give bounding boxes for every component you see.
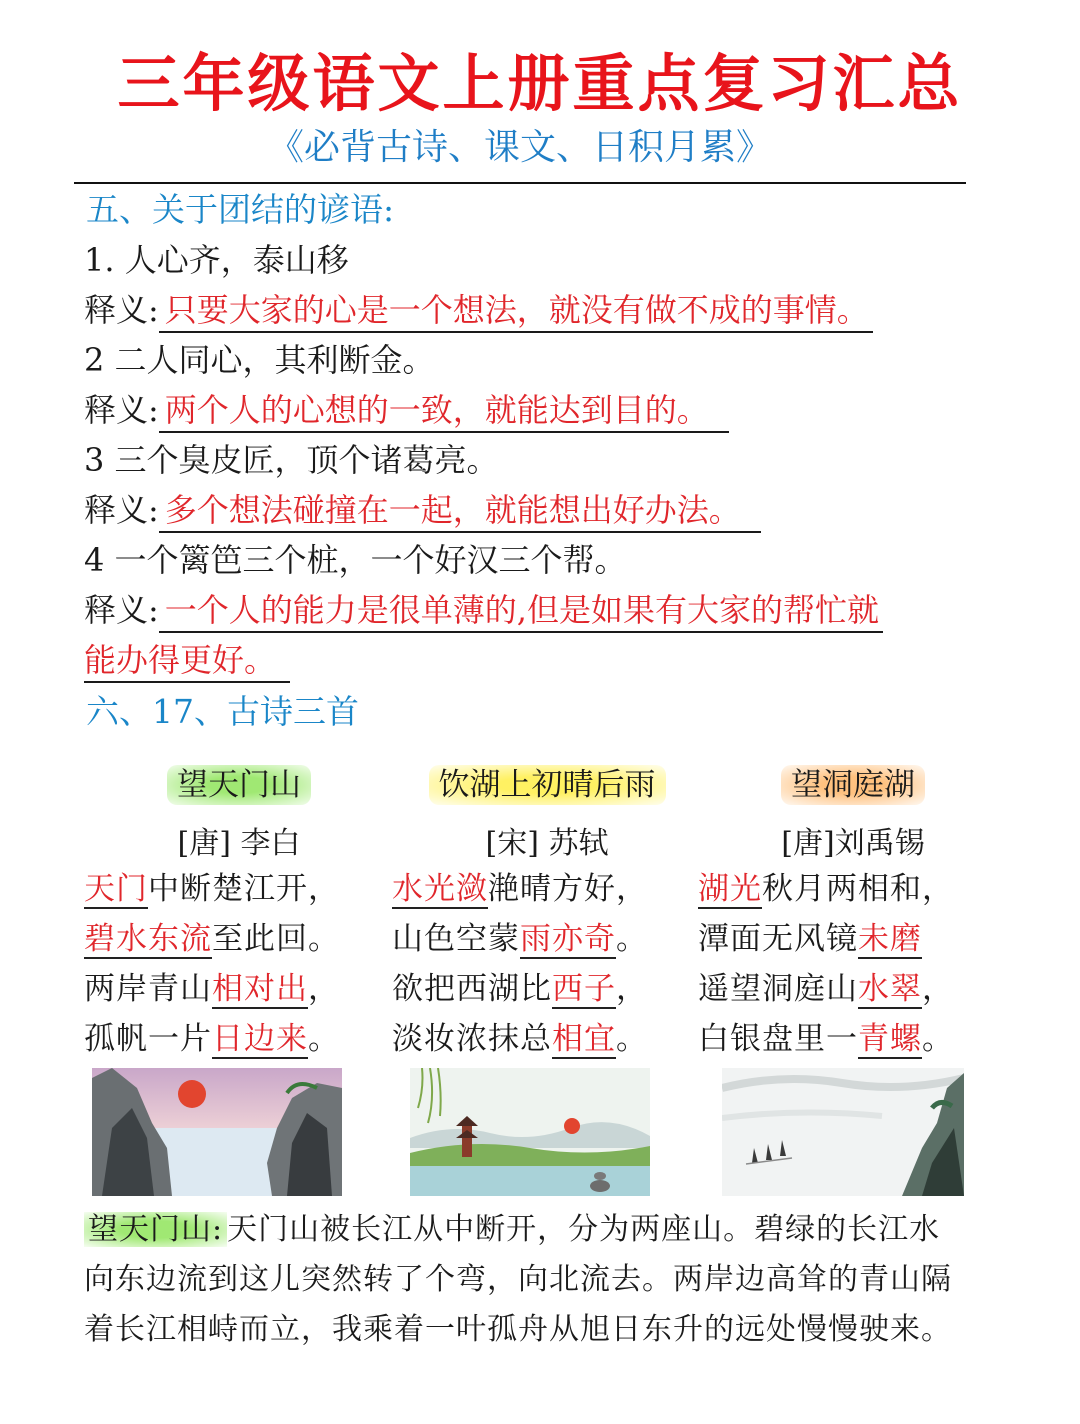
poem-line: 水光潋滟晴方好，	[392, 871, 648, 907]
poem-line: 湖光秋月两相和，	[698, 871, 954, 907]
poem-line: 碧水东流至此回。	[84, 921, 340, 957]
painting-dongting-lake	[722, 1068, 964, 1196]
poem-line: 淡妆浓抹总相宜。	[392, 1021, 648, 1057]
poem-line: 遥望洞庭山水翠，	[698, 971, 954, 1007]
section-heading-poems: 六、17、古诗三首	[86, 692, 359, 731]
meaning-4	[84, 588, 883, 632]
gloss-label: 释义:	[84, 491, 159, 529]
poem-2	[392, 760, 702, 1064]
section-heading-proverbs: 五、关于团结的谚语:	[86, 190, 395, 229]
poem-line: 白银盘里一青螺。	[698, 1021, 954, 1057]
poem-1	[84, 760, 394, 1064]
header-divider	[74, 182, 966, 184]
painting-tianmen-mountain	[92, 1068, 342, 1196]
painting-west-lake	[410, 1068, 650, 1196]
meaning-1	[84, 288, 873, 332]
gloss-label: 释义:	[84, 591, 159, 629]
poem-explanation	[84, 1205, 964, 1355]
poem-title: 饮湖上初晴后雨	[392, 760, 702, 810]
meaning-text: 多个想法碰撞在一起，就能想出好办法。	[159, 491, 761, 533]
explanation-text: 天门山被长江从中断开，分为两座山。碧绿的长江水向东边流到这儿突然转了个弯，向北流去。两岸边高耸的青山隔着长江相峙而立，我乘着一叶孤舟从旭日东升的远处慢慢驶来。	[84, 1212, 952, 1347]
poem-3	[698, 760, 1008, 1064]
poem-title: 望洞庭湖	[698, 760, 1008, 810]
meaning-2	[84, 388, 729, 432]
gloss-label: 释义:	[84, 291, 159, 329]
meaning-text: 两个人的心想的一致，就能达到目的。	[159, 391, 729, 433]
meaning-text: 只要大家的心是一个想法，就没有做不成的事情。	[159, 291, 873, 333]
page-title: 三年级语文上册重点复习汇总	[117, 47, 963, 120]
meaning-3	[84, 488, 761, 532]
poem-line: 孤帆一片日边来。	[84, 1021, 340, 1057]
poem-line: 山色空蒙雨亦奇。	[392, 921, 648, 957]
poem-line: 潭面无风镜未磨	[698, 921, 922, 957]
proverb-1: 1. 人心齐，泰山移	[84, 241, 349, 279]
meaning-text-cont: 能办得更好。	[84, 641, 290, 683]
gloss-label: 释义:	[84, 391, 159, 429]
proverb-2: 2 二人同心，其利断金。	[84, 341, 435, 379]
poem-author: [宋] 苏轼	[485, 826, 609, 861]
proverb-3: 3 三个臭皮匠，顶个诸葛亮。	[84, 441, 499, 479]
poem-line: 两岸青山相对出，	[84, 971, 340, 1007]
poem-line: 欲把西湖比西子，	[392, 971, 648, 1007]
proverb-4: 4 一个篱笆三个桩，一个好汉三个帮。	[84, 541, 627, 579]
meaning-text: 一个人的能力是很单薄的,但是如果有大家的帮忙就	[159, 591, 883, 633]
meaning-4-cont	[84, 638, 290, 682]
page-subtitle: 《必背古诗、课文、日积月累》	[267, 127, 772, 168]
poem-author: [唐] 李白	[177, 826, 301, 861]
poem-line: 天门中断楚江开，	[84, 871, 340, 907]
explanation-label: 望天门山:	[84, 1212, 227, 1247]
poem-author: [唐]刘禹锡	[781, 826, 925, 861]
poem-title: 望天门山	[84, 760, 394, 810]
